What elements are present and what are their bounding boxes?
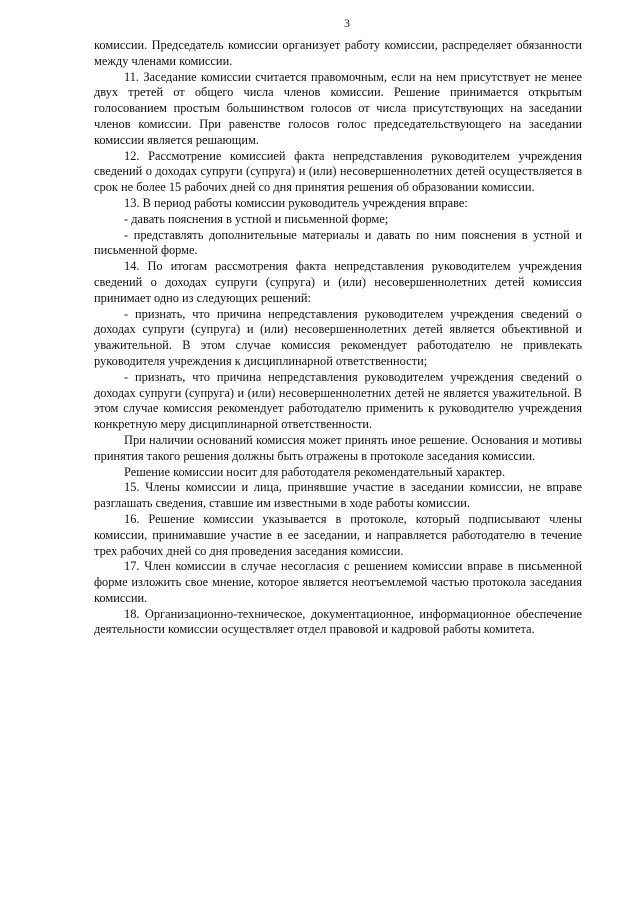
paragraph-15: 15. Члены комиссии и лица, принявшие участие в заседании комиссии, не вправе разглашать сведения, ставшие им известными в ходе работы комиссии. <box>94 480 582 511</box>
paragraph-13-item-b: - представлять дополнительные материалы и давать по ним пояснения в устной и письменной форме. <box>94 227 582 258</box>
paragraph-13: 13. В период работы комиссии руководитель учреждения вправе: <box>124 195 468 210</box>
paragraph-18: 18. Организационно-техническое, документационное, информационное обеспечение деятельности комиссии осуществляет отдел правовой и кадровой работы комитета. <box>94 606 582 637</box>
paragraph-14: 14. По итогам рассмотрения факта непредставления руководителем учреждения сведений о доходах супруги (супруга) и (или) несовершеннолетних детей комиссия принимает одно из следующих решений: <box>94 259 582 305</box>
paragraph-10-continuation: комиссии. Председатель комиссии организует работу комиссии, распределяет обязанности между членами комиссии. <box>94 38 582 68</box>
paragraph-12: 12. Рассмотрение комиссией факта непредставления руководителем учреждения сведений о доходах супруги (супруга) и (или) несовершеннолетних детей осуществляется в срок не более 15 рабочих дней со дня принятия решения об образовании комиссии. <box>94 148 582 195</box>
page-number: 3 <box>344 18 350 30</box>
paragraph-13-item-a: - давать пояснения в устной и письменной форме; <box>124 211 389 226</box>
paragraph-14-recommendation: Решение комиссии носит для работодателя рекомендательный характер. <box>124 464 506 479</box>
paragraph-14-item-a: - признать, что причина непредставления руководителем учреждения сведений о доходах супруги (супруга) и (или) несовершеннолетних детей является объективной и уважительной. В этом случае комиссия рекомендует работодателю не привлекать руководителя учреждения к дисциплинарной ответственности; <box>94 306 582 368</box>
paragraph-17: 17. Член комиссии в случае несогласия с решением комиссии вправе в письменной форме изложить свое мнение, которое является неотъемлемой частью протокола заседания комиссии. <box>94 559 582 605</box>
paragraph-11: 11. Заседание комиссии считается правомочным, если на нем присутствует не менее двух третей от общего числа членов комиссии. Решение принимается открытым голосованием простым большинством голосов от числа присутствующих на заседании членов комиссии. При равенстве голосов голос председательствующего на заседании комиссии является решающим. <box>94 69 582 147</box>
paragraph-14-item-b: - признать, что причина непредставления руководителем учреждения сведений о доходах супруги (супруга) и (или) несовершеннолетних детей не является уважительной. В этом случае комиссия рекомендует работодателю применить к руководителю учреждения конкретную меру дисциплинарной ответственности. <box>94 369 582 432</box>
paragraph-14-other-decision: При наличии оснований комиссия может принять иное решение. Основания и мотивы принятия такого решения должны быть отражены в протоколе заседания комиссии. <box>94 432 582 463</box>
paragraph-16: 16. Решение комиссии указывается в протоколе, который подписывают члены комиссии, принимавшие участие в ее заседании, и направляется работодателю в течение трех рабочих дней со дня проведения заседания комиссии. <box>94 511 582 558</box>
